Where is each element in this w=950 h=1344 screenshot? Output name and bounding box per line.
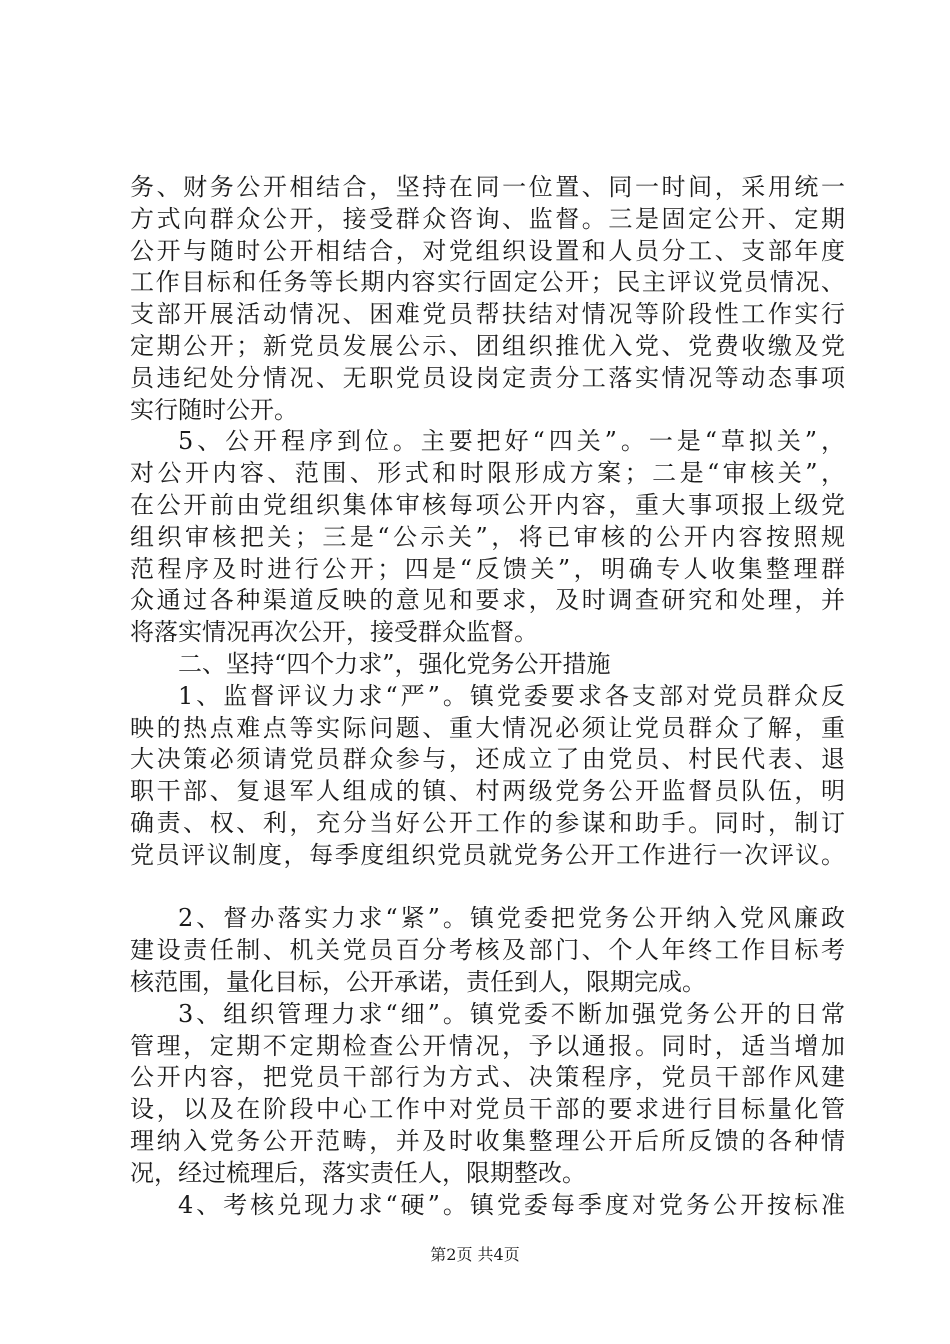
text-line: 将落实情况再次公开，接受群众监督。 [130,618,538,647]
page-number-label: 第2页 共4页 [430,1245,520,1264]
text-line: 工作目标和任务等长期内容实行固定公开；民主评议党员情况、 [130,268,845,297]
text-line: 范程序及时进行公开；四是“反馈关”，明确专人收集整理群 [130,554,845,583]
text-line: 职干部、复退军人组成的镇、村两级党务公开监督员队伍，明 [130,777,845,806]
text-line: 组织审核把关；三是“公示关”，将已审核的公开内容按照规 [130,522,845,551]
text-line: 支部开展活动情况、困难党员帮扶结对情况等阶段性工作实行 [130,300,845,329]
blank-line [130,872,845,904]
text-line: 务、财务公开相结合，坚持在同一位置、同一时间，采用统一 [130,173,845,201]
text-line: 公开内容，把党员干部行为方式、决策程序，党员干部作风建 [130,1063,845,1092]
text-line: 建设责任制、机关党员百分考核及部门、个人年终工作目标考 [130,936,845,965]
text-line: 定期公开；新党员发展公示、团组织推优入党、党费收缴及党 [130,331,845,360]
text-line: 众通过各种渠道反映的意见和要求，及时调查研究和处理，并 [130,586,845,615]
text-line: 4、考核兑现力求“硬”。镇党委每季度对党务公开按标准 [178,1190,845,1219]
text-line: 实行随时公开。 [130,395,298,424]
text-line: 映的热点难点等实际问题、重大情况必须让党员群众了解，重 [130,713,845,742]
text-line: 理纳入党务公开范畴，并及时收集整理公开后所反馈的各种情 [130,1126,845,1155]
text-line: 方式向群众公开，接受群众咨询、监督。三是固定公开、定期 [130,204,845,233]
text-line: 党员评议制度，每季度组织党员就党务公开工作进行一次评议。 [130,840,845,869]
text-line: 3、组织管理力求“细”。镇党委不断加强党务公开的日常 [178,999,845,1028]
text-line: 核范围，量化目标，公开承诺，责任到人，限期完成。 [130,967,706,996]
text-line: 确责、权、利，充分当好公开工作的参谋和助手。同时，制订 [130,808,845,837]
text-line: 况，经过梳理后，落实责任人，限期整改。 [130,1158,586,1187]
text-line: 在公开前由党组织集体审核每项公开内容，重大事项报上级党 [130,490,845,519]
text-line: 5、公开程序到位。主要把好“四关”。一是“草拟关”， [178,427,845,456]
text-line: 管理，定期不定期检查公开情况，予以通报。同时，适当增加 [130,1031,845,1060]
document-body [130,172,845,1221]
text-line: 对公开内容、范围、形式和时限形成方案；二是“审核关”， [130,459,845,488]
text-line: 二、坚持“四个力求”，强化党务公开措施 [178,649,611,678]
text-line: 设，以及在阶段中心工作中对党员干部的要求进行目标量化管 [130,1095,845,1124]
text-line: 公开与随时公开相结合，对党组织设置和人员分工、支部年度 [130,236,845,265]
text-line: 1、监督评议力求“严”。镇党委要求各支部对党员群众反 [178,681,845,710]
text-line: 2、督办落实力求“紧”。镇党委把党务公开纳入党风廉政 [178,904,845,933]
page-footer [0,1245,950,1265]
text-line: 大决策必须请党员群众参与，还成立了由党员、村民代表、退 [130,745,845,774]
text-line: 员违纪处分情况、无职党员设岗定责分工落实情况等动态事项 [130,363,845,392]
